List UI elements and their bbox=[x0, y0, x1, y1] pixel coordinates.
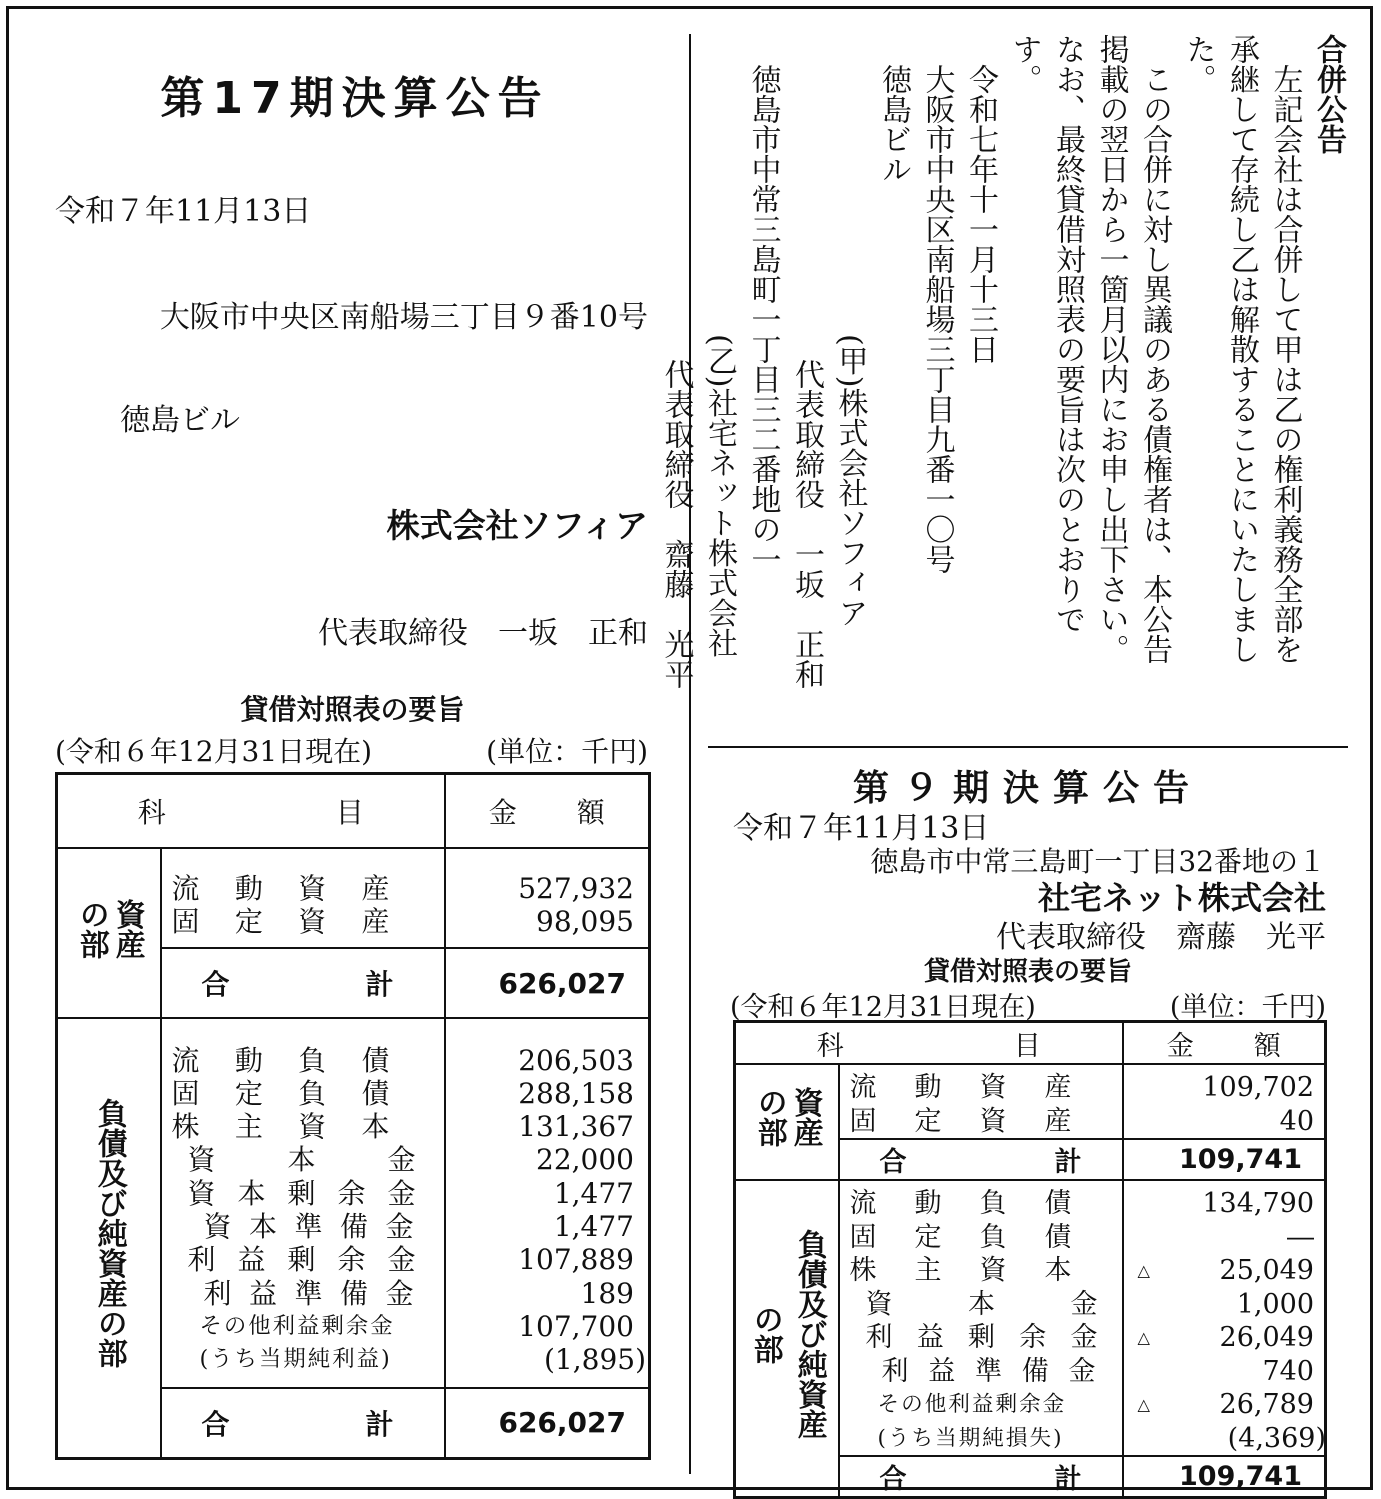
liabilities-item-list bbox=[172, 1044, 430, 1377]
right-balance-sheet-table bbox=[733, 1020, 1327, 1499]
right-notice-company: 社宅ネット株式会社 bbox=[1037, 879, 1326, 917]
right-bs-date: (令和６年12月31日現在) bbox=[730, 992, 1036, 1023]
negative-marker bbox=[1124, 1105, 1138, 1139]
negative-marker bbox=[1124, 1187, 1138, 1221]
horizontal-divider bbox=[708, 746, 1348, 748]
amount-value: △ 26,049 bbox=[1124, 1321, 1315, 1355]
negative-marker bbox=[446, 872, 460, 905]
liabilities-total-value: 626,027 bbox=[498, 1406, 626, 1440]
negative-marker: △ bbox=[1137, 1395, 1150, 1414]
list-item: 固 定 負 債 bbox=[849, 1221, 1072, 1253]
list-item: (うち当期純損失) bbox=[877, 1425, 1064, 1451]
liabilities-total-cell bbox=[445, 1388, 650, 1458]
liabilities-amounts bbox=[445, 1018, 650, 1388]
list-item: 固 定 資 産 bbox=[171, 905, 390, 938]
merger-line: 承継して存続し乙は解散することにいたしまし bbox=[1224, 34, 1259, 664]
table-header-amount bbox=[445, 774, 650, 849]
amount-value: ― bbox=[1124, 1221, 1315, 1255]
assets-amount-list bbox=[446, 872, 635, 939]
liabilities-category bbox=[57, 1018, 161, 1458]
merger-line: 大阪市中央区南船場三丁目九番一〇号 bbox=[919, 64, 955, 574]
amount-value: 22,000 bbox=[446, 1143, 635, 1176]
merger-line: す。 bbox=[1006, 34, 1042, 94]
merger-line: 代表取締役 齋藤 光平 bbox=[658, 359, 694, 689]
negative-marker bbox=[446, 1044, 460, 1077]
list-item: 利 益 準 備 金 bbox=[881, 1355, 1096, 1387]
left-bs-date: (令和６年12月31日現在) bbox=[55, 735, 373, 768]
merger-line: 左記会社は合併して甲は乙の権利義務全部を bbox=[1267, 64, 1303, 664]
list-item: 資 本 金 bbox=[865, 1288, 1098, 1320]
liabilities-total-label-cell bbox=[161, 1388, 445, 1458]
left-notice-representative: 代表取締役 一坂 正和 bbox=[318, 616, 648, 651]
list-item: (うち当期純利益) bbox=[199, 1346, 392, 1373]
header-item-label: 科 目 bbox=[816, 1030, 1041, 1062]
merger-line: 掲載の翌日から一箇月以内にお申し出下さい。 bbox=[1093, 34, 1129, 664]
left-notice-company: 株式会社ソフィア bbox=[386, 506, 648, 545]
left-notice-title: 第17期決算公告 bbox=[160, 73, 550, 124]
header-amount-label: 金 額 bbox=[488, 796, 605, 829]
list-item: 資 本 剰 余 金 bbox=[187, 1176, 416, 1210]
right-bs-title: 貸借対照表の要旨 bbox=[923, 957, 1132, 987]
liabilities-amounts bbox=[1123, 1180, 1326, 1456]
amount-value: (4,369) bbox=[1124, 1422, 1315, 1456]
negative-marker bbox=[1124, 1071, 1138, 1105]
table-header-amount bbox=[1123, 1022, 1326, 1065]
assets-total-value: 109,741 bbox=[1179, 1144, 1302, 1175]
amount-value: △ 26,789 bbox=[1124, 1388, 1315, 1422]
negative-marker bbox=[446, 1143, 460, 1176]
list-item: 流 動 資 産 bbox=[171, 871, 390, 905]
assets-amount-list bbox=[1124, 1071, 1315, 1138]
negative-marker bbox=[1124, 1422, 1138, 1456]
amount-value: 131,367 bbox=[446, 1110, 635, 1143]
merger-line: 令和七年十一月十三日 bbox=[963, 64, 998, 364]
right-notice-address: 徳島市中常三島町一丁目32番地の１ bbox=[870, 845, 1326, 878]
negative-marker bbox=[446, 905, 460, 938]
right-notice-representative: 代表取締役 齋藤 光平 bbox=[996, 920, 1326, 955]
negative-marker bbox=[1124, 1355, 1138, 1389]
amount-value: 107,889 bbox=[446, 1243, 635, 1276]
liabilities-items bbox=[161, 1018, 445, 1388]
assets-total-value: 626,027 bbox=[498, 966, 626, 1000]
list-item: 固 定 負 債 bbox=[171, 1076, 390, 1110]
liabilities-amount-list bbox=[446, 1043, 646, 1377]
liabilities-category-label: 負債及び純資産の部 bbox=[747, 1228, 827, 1439]
negative-marker bbox=[1124, 1288, 1138, 1322]
assets-category bbox=[57, 848, 161, 1018]
merger-line: 代表取締役 一坂 正和 bbox=[789, 359, 824, 689]
amount-value: 107,700 bbox=[446, 1310, 635, 1343]
assets-item-list bbox=[172, 872, 430, 939]
left-notice-building: 徳島ビル bbox=[120, 403, 240, 438]
liabilities-items bbox=[839, 1180, 1123, 1456]
assets-total-label-cell bbox=[839, 1139, 1123, 1180]
amount-value: 109,702 bbox=[1124, 1071, 1315, 1105]
right-bs-unit: (単位：千円) bbox=[1169, 992, 1326, 1023]
liabilities-amount-list bbox=[1124, 1187, 1326, 1455]
assets-total-cell bbox=[445, 948, 650, 1018]
liabilities-total-label: 合 計 bbox=[201, 1407, 394, 1441]
table-header-item bbox=[735, 1022, 1123, 1065]
list-item: 株 主 資 本 bbox=[171, 1110, 390, 1144]
list-item: 資 本 金 bbox=[187, 1143, 416, 1177]
negative-marker: △ bbox=[1137, 1328, 1150, 1347]
left-bs-title: 貸借対照表の要旨 bbox=[240, 693, 465, 726]
amount-value: 288,158 bbox=[446, 1077, 635, 1110]
negative-marker bbox=[446, 1243, 460, 1276]
merger-line: なお、最終貸借対照表の要旨は次のとおりで bbox=[1050, 34, 1085, 634]
amount-value: 1,477 bbox=[446, 1177, 635, 1210]
assets-items bbox=[839, 1064, 1123, 1139]
liabilities-item-list bbox=[850, 1187, 1112, 1455]
negative-marker: △ bbox=[1137, 1261, 1150, 1280]
list-item: 利 益 準 備 金 bbox=[203, 1276, 414, 1310]
left-bs-unit: (単位：千円) bbox=[486, 735, 648, 768]
left-notice-date: 令和７年11月13日 bbox=[55, 194, 312, 229]
assets-total-label: 合 計 bbox=[201, 968, 394, 1001]
assets-total-label: 合 計 bbox=[879, 1147, 1082, 1178]
amount-value: 134,790 bbox=[1124, 1187, 1315, 1221]
header-item-label: 科 目 bbox=[137, 796, 364, 829]
left-balance-sheet-table bbox=[55, 772, 651, 1460]
amount-value: 40 bbox=[1124, 1105, 1315, 1139]
list-item: 固 定 資 産 bbox=[849, 1105, 1072, 1137]
assets-total-cell bbox=[1123, 1139, 1326, 1180]
list-item: 流 動 負 債 bbox=[171, 1043, 390, 1077]
merger-line: (甲)株式会社ソフィア bbox=[832, 334, 868, 628]
merger-heading: 合併公告 bbox=[1311, 34, 1346, 154]
negative-marker bbox=[446, 1210, 460, 1243]
negative-marker bbox=[446, 1110, 460, 1143]
merger-line: (乙)社宅ネット株式会社 bbox=[702, 334, 737, 658]
merger-line: 徳島ビル bbox=[876, 64, 911, 184]
negative-marker bbox=[446, 1343, 460, 1376]
merger-notice bbox=[658, 34, 1350, 724]
liabilities-category bbox=[735, 1180, 839, 1498]
negative-marker bbox=[446, 1177, 460, 1210]
liabilities-total-value: 109,741 bbox=[1179, 1461, 1302, 1492]
amount-value: 1,477 bbox=[446, 1210, 635, 1243]
list-item: 資 本 準 備 金 bbox=[203, 1210, 414, 1243]
assets-amounts bbox=[1123, 1064, 1326, 1139]
assets-category-label: 資産の部 bbox=[751, 1087, 823, 1147]
liabilities-total-cell bbox=[1123, 1456, 1326, 1498]
amount-value: 527,932 bbox=[446, 872, 635, 905]
assets-total-label-cell bbox=[161, 948, 445, 1018]
negative-marker bbox=[446, 1310, 460, 1343]
list-item: 流 動 資 産 bbox=[849, 1072, 1072, 1103]
right-notice-date: 令和７年11月13日 bbox=[733, 811, 990, 846]
left-notice-address: 大阪市中央区南船場三丁目９番10号 bbox=[159, 300, 648, 335]
amount-value: 740 bbox=[1124, 1355, 1315, 1389]
amount-value: (1,895) bbox=[446, 1343, 635, 1376]
list-item: その他利益剰余金 bbox=[199, 1312, 395, 1339]
amount-value: 98,095 bbox=[446, 905, 635, 938]
assets-category bbox=[735, 1064, 839, 1180]
amount-value: 1,000 bbox=[1124, 1288, 1315, 1322]
assets-item-list bbox=[850, 1071, 1112, 1138]
merger-line: 徳島市中常三島町一丁目三二番地の一 bbox=[745, 64, 781, 574]
merger-line: た。 bbox=[1180, 34, 1216, 94]
assets-category-label: 資産の部 bbox=[73, 898, 145, 959]
table-header-item bbox=[57, 774, 445, 849]
amount-value: △ 25,049 bbox=[1124, 1254, 1315, 1288]
header-amount-label: 金 額 bbox=[1166, 1030, 1281, 1062]
amount-value: 206,503 bbox=[446, 1044, 635, 1077]
liabilities-total-label: 合 計 bbox=[879, 1464, 1082, 1495]
assets-amounts bbox=[445, 848, 650, 948]
list-item: 流 動 負 債 bbox=[849, 1188, 1072, 1219]
negative-marker bbox=[446, 1077, 460, 1110]
liabilities-category-label: 負債及び純資産の部 bbox=[91, 1098, 127, 1369]
negative-marker bbox=[446, 1277, 460, 1310]
right-notice-title: 第９期決算公告 bbox=[852, 768, 1203, 809]
list-item: その他利益剰余金 bbox=[877, 1392, 1067, 1417]
assets-items bbox=[161, 848, 445, 948]
list-item: 利 益 剰 余 金 bbox=[865, 1322, 1098, 1353]
amount-value: 189 bbox=[446, 1277, 635, 1310]
merger-line: この合併に対し異議のある債権者は、本公告 bbox=[1137, 64, 1172, 664]
negative-marker bbox=[1124, 1221, 1138, 1255]
liabilities-total-label-cell bbox=[839, 1456, 1123, 1498]
list-item: 利 益 剰 余 金 bbox=[187, 1243, 416, 1277]
list-item: 株 主 資 本 bbox=[849, 1255, 1072, 1286]
